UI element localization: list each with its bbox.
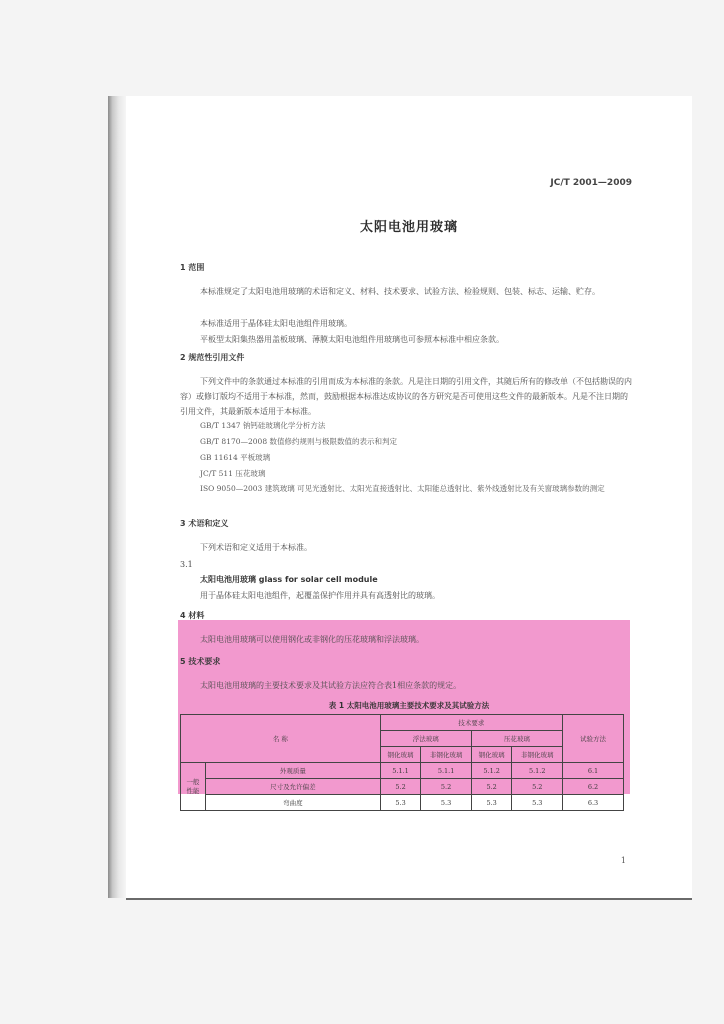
reference-item: JC/T 511 压花玻璃 (200, 469, 266, 478)
table-cell: 5.3 (421, 795, 471, 811)
table-subheader: 非钢化玻璃 (512, 747, 563, 763)
table-subheader: 钢化玻璃 (471, 747, 512, 763)
table-header-row (181, 715, 624, 731)
table-cell-method: 6.2 (563, 779, 624, 795)
term-definition: 用于晶体硅太阳电池组件，起覆盖保护作用并具有高透射比的玻璃。 (200, 591, 440, 600)
table-cell: 5.1.2 (512, 763, 563, 779)
table-cell: 5.2 (471, 779, 512, 795)
section-3-para-1: 下列术语和定义适用于本标准。 (200, 543, 312, 552)
table-cell: 5.3 (380, 795, 421, 811)
section-1-para-1: 本标准规定了太阳电池用玻璃的术语和定义、材料、技术要求、试验方法、检验规则、包装、标志、运输、贮存。 (200, 287, 600, 296)
table-cell: 5.1.2 (471, 763, 512, 779)
table-cell: 5.3 (512, 795, 563, 811)
table-header-float: 浮法玻璃 (380, 731, 471, 747)
table-header-pattern: 压花玻璃 (471, 731, 562, 747)
table-row (181, 779, 624, 795)
table-subheader: 钢化玻璃 (380, 747, 421, 763)
table-cell-name: 尺寸及允许偏差 (206, 779, 381, 795)
section-2-heading: 2 规范性引用文件 (180, 353, 245, 362)
section-3-heading: 3 术语和定义 (180, 519, 229, 528)
reference-item: GB 11614 平板玻璃 (200, 453, 271, 462)
table-row (181, 763, 624, 779)
section-4-heading: 4 材料 (180, 611, 205, 620)
table-cell-name: 外观质量 (206, 763, 381, 779)
table-cell-name: 弯曲度 (206, 795, 381, 811)
section-2-para-1: 下列文件中的条款通过本标准的引用而成为本标准的条款。凡是注日期的引用文件，其随后所有的修改单（不包括勘误的内容）或修订版均不适用于本标准，然而，鼓励根据本标准达成协议的各方研究是否可使用这些文件的最新版本。凡是不注日期的引用文件，其最新版本适用于本标准。 (180, 377, 632, 416)
document-page (126, 96, 692, 900)
spec-table (180, 714, 624, 811)
table-cell: 5.3 (471, 795, 512, 811)
table-header-method: 试验方法 (563, 715, 624, 763)
table-cell: 5.1.1 (380, 763, 421, 779)
term-name: 太阳电池用玻璃 glass for solar cell module (200, 575, 378, 584)
table-group-label: 一般性能 (181, 763, 206, 811)
section-1-para-2: 本标准适用于晶体硅太阳电池组件用玻璃。 (200, 319, 352, 328)
reference-item: GB/T 1347 钠钙硅玻璃化学分析方法 (200, 421, 326, 430)
table-row (181, 795, 624, 811)
reference-item: GB/T 8170—2008 数值修约规则与极限数值的表示和判定 (200, 437, 397, 446)
section-5-heading: 5 技术要求 (180, 657, 221, 666)
table-header-name: 名 称 (181, 715, 381, 763)
section-4-para-1: 太阳电池用玻璃可以使用钢化或非钢化的压花玻璃和浮法玻璃。 (200, 635, 424, 644)
clause-number: 3.1 (180, 560, 193, 569)
table-cell: 5.2 (512, 779, 563, 795)
standard-number: JC/T 2001—2009 (550, 178, 632, 188)
table-cell: 5.2 (380, 779, 421, 795)
section-1-para-3: 平板型太阳集热器用盖板玻璃、薄膜太阳电池组件用玻璃也可参照本标准中相应条款。 (200, 335, 504, 344)
table-cell-method: 6.1 (563, 763, 624, 779)
book-spine-shadow (108, 96, 126, 898)
section-5-para-1: 太阳电池用玻璃的主要技术要求及其试验方法应符合表1相应条款的规定。 (200, 681, 462, 690)
table-cell: 5.1.1 (421, 763, 471, 779)
reference-item: ISO 9050—2003 建筑玻璃 可见光透射比、太阳光直接透射比、太阳能总透射比、紫外线透射比及有关窗玻璃参数的测定 (200, 484, 605, 493)
section-1-heading: 1 范围 (180, 263, 205, 272)
document-title: 太阳电池用玻璃 (359, 220, 458, 235)
page-number: 1 (620, 856, 626, 865)
table-caption: 表 1 太阳电池用玻璃主要技术要求及其试验方法 (328, 701, 490, 710)
table-cell: 5.2 (421, 779, 471, 795)
table-subheader: 非钢化玻璃 (421, 747, 471, 763)
table-header-tech: 技术要求 (380, 715, 562, 731)
table-cell-method: 6.3 (563, 795, 624, 811)
